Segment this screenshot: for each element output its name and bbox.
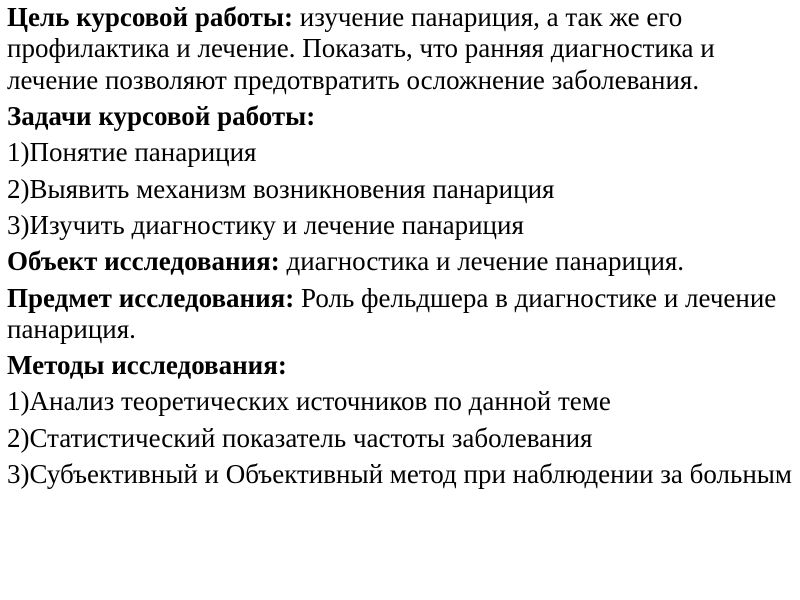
goal-paragraph xyxy=(7,2,799,96)
task-item-3-text: 3)Изучить диагностику и лечение панариция xyxy=(7,209,524,240)
method-item-3-text: 3)Субъективный и Объективный метод при наблюдении за больным xyxy=(7,459,792,490)
method-item-2 xyxy=(7,423,799,454)
task-item-1 xyxy=(7,137,799,168)
object-paragraph xyxy=(7,246,799,277)
task-item-1-text: 1)Понятие панариция xyxy=(7,137,257,168)
method-item-1-text: 1)Анализ теоретических источников по данной теме xyxy=(7,386,611,417)
task-item-2-text: 2)Выявить механизм возникновения панариция xyxy=(7,173,555,204)
subject-text: Роль фельдшера в диагностике и лечение панариция. xyxy=(7,282,777,344)
method-item-2-text: 2)Статистический показатель частоты заболевания xyxy=(7,422,593,453)
subject-heading: Предмет исследования: xyxy=(7,282,295,313)
goal-text: изучение панариция, а так же его профилактика и лечение. Показать, что ранняя диагностика и лечение позволяют предотвратить осложнение заболевания. xyxy=(7,2,715,95)
task-item-3 xyxy=(7,210,799,241)
subject-paragraph xyxy=(7,283,799,346)
object-heading: Объект исследования: xyxy=(7,246,280,277)
object-text: диагностика и лечение панариция. xyxy=(279,246,685,277)
method-item-3 xyxy=(7,459,799,490)
tasks-heading-paragraph xyxy=(7,101,799,132)
method-item-1 xyxy=(7,386,799,417)
task-item-2 xyxy=(7,174,799,205)
methods-heading-paragraph xyxy=(7,350,799,381)
methods-heading: Методы исследования: xyxy=(7,350,287,381)
goal-heading: Цель курсовой работы: xyxy=(7,2,294,32)
tasks-heading: Задачи курсовой работы: xyxy=(7,100,316,131)
